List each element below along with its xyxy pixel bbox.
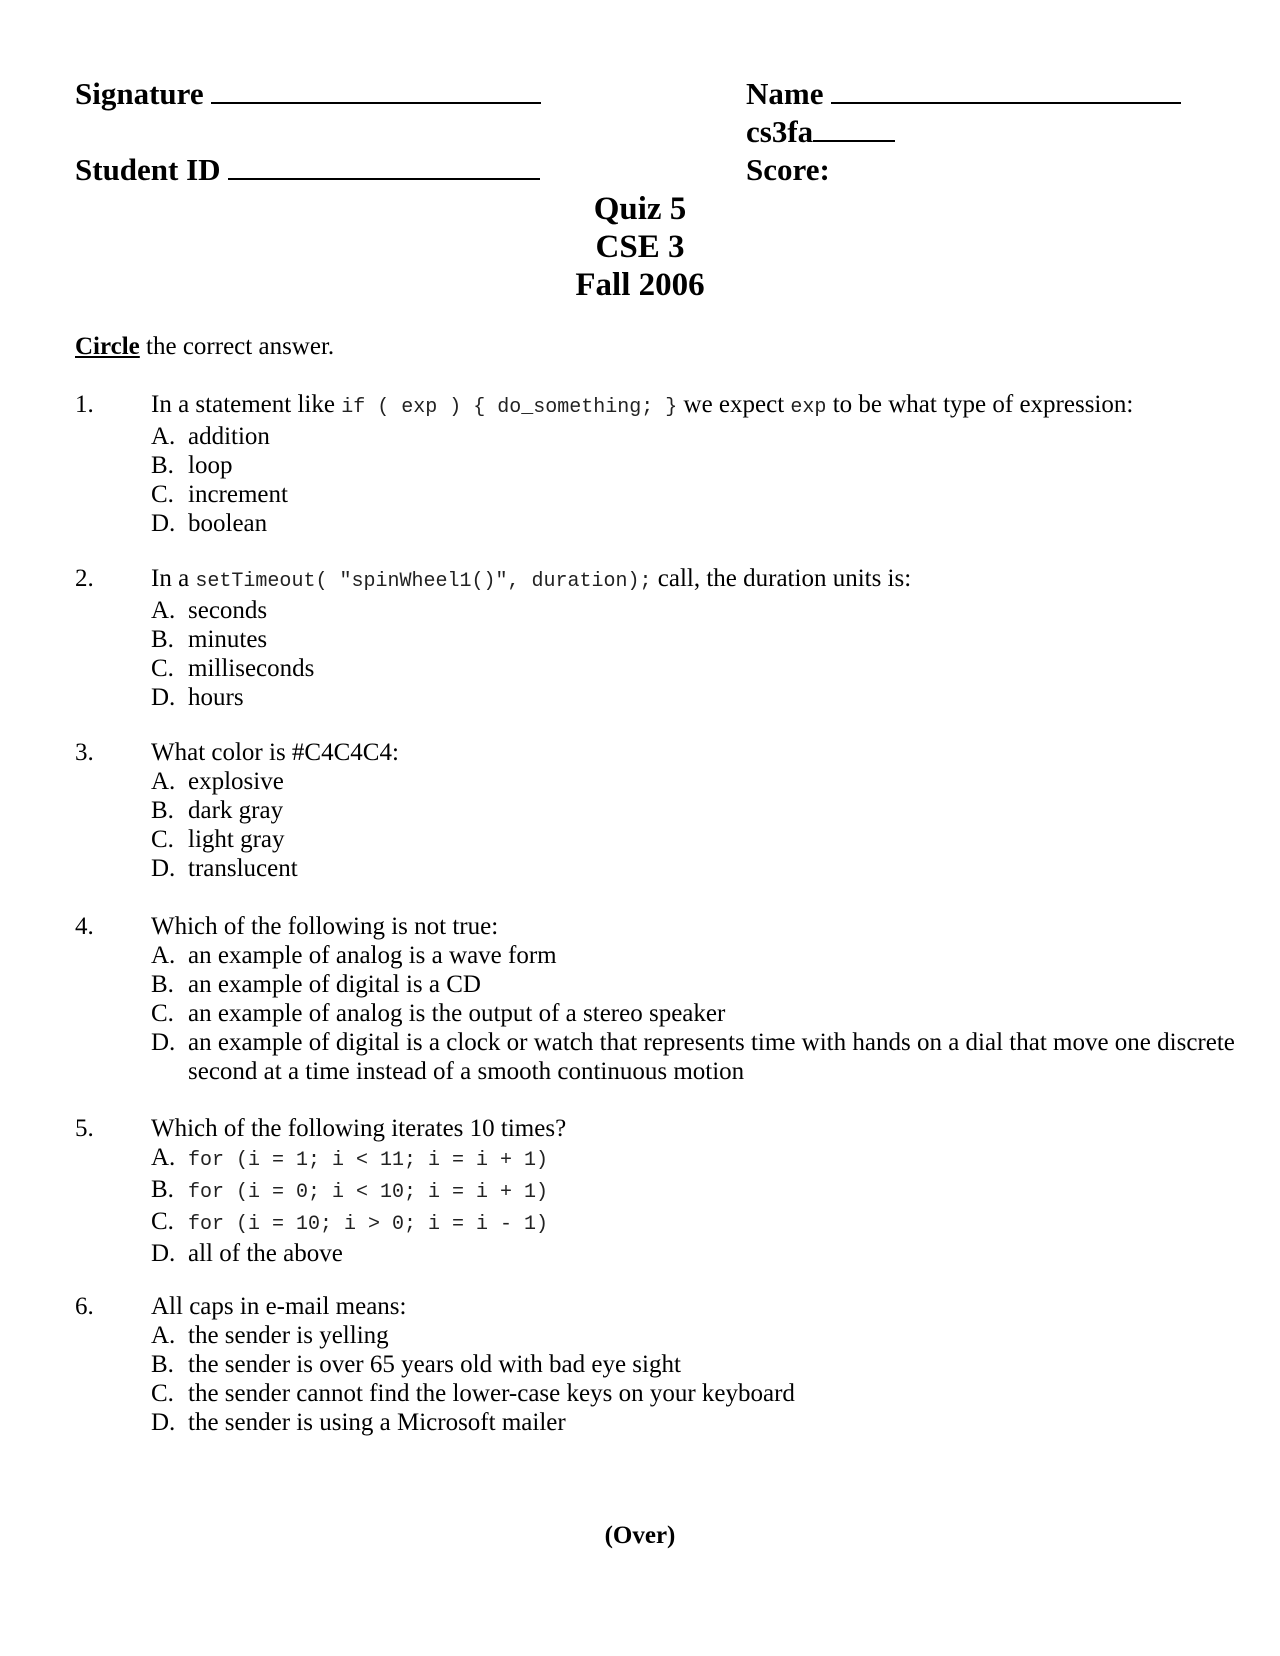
prompt-text: we expect (677, 391, 791, 418)
option-letter: C. (151, 826, 174, 853)
student-id-field (75, 152, 540, 188)
option-b[interactable] (151, 451, 1245, 480)
question-3 (75, 738, 1245, 883)
option-d[interactable] (151, 1028, 1245, 1086)
question-number: 2. (75, 565, 94, 592)
option-text: boolean (188, 510, 268, 537)
question-number: 6. (75, 1293, 94, 1320)
option-letter: C. (151, 655, 174, 682)
option-c[interactable] (151, 1379, 1245, 1408)
prompt-text: call, the duration units is: (651, 565, 912, 592)
question-number: 5. (75, 1115, 94, 1142)
option-text: all of the above (188, 1240, 343, 1267)
option-text: seconds (188, 597, 268, 624)
option-a[interactable] (151, 422, 1245, 451)
question-number: 3. (75, 739, 94, 766)
score-field (746, 152, 830, 188)
score-label: Score: (746, 152, 830, 187)
option-text: milliseconds (188, 655, 315, 682)
prompt-code: if ( exp ) { do_something; } (341, 396, 678, 419)
question-5 (75, 1114, 1245, 1268)
option-letter: D. (151, 1029, 176, 1056)
option-b[interactable] (151, 970, 1245, 999)
question-prompt: What color is #C4C4C4: (151, 739, 399, 766)
option-code: for (i = 10; i > 0; i = i - 1) (188, 1213, 549, 1236)
option-text: the sender is yelling (188, 1322, 389, 1349)
option-text: light gray (188, 826, 285, 853)
name-field (746, 76, 1181, 112)
question-prompt (151, 390, 1245, 422)
option-letter: D. (151, 1409, 176, 1436)
option-letter: C. (151, 1208, 174, 1235)
option-text: hours (188, 684, 244, 711)
option-letter: D. (151, 510, 176, 537)
option-text: an example of analog is a wave form (188, 942, 557, 969)
student-id-label: Student ID (75, 152, 221, 187)
question-number: 4. (75, 913, 94, 940)
option-b[interactable] (151, 625, 1245, 654)
option-c[interactable] (151, 825, 1245, 854)
option-c[interactable] (151, 1207, 1245, 1239)
option-letter: D. (151, 684, 176, 711)
option-letter: A. (151, 597, 176, 624)
option-letter: D. (151, 1240, 176, 1267)
option-letter: B. (151, 1176, 174, 1203)
option-d[interactable] (151, 509, 1245, 538)
option-letter: B. (151, 797, 174, 824)
signature-label: Signature (75, 76, 204, 111)
option-a[interactable] (151, 1143, 1245, 1175)
option-letter: A. (151, 1322, 176, 1349)
option-d[interactable] (151, 854, 1245, 883)
option-text: the sender cannot find the lower-case keys on your keyboard (188, 1380, 795, 1407)
option-letter: B. (151, 971, 174, 998)
prompt-text: to be what type of expression: (826, 391, 1134, 418)
option-letter: D. (151, 855, 176, 882)
prompt-code: exp (790, 396, 827, 419)
account-label: cs3fa (746, 114, 814, 149)
question-prompt: Which of the following iterates 10 times? (151, 1115, 567, 1142)
option-b[interactable] (151, 1350, 1245, 1379)
instructions-text: the correct answer. (139, 333, 335, 360)
option-d[interactable] (151, 1408, 1245, 1437)
option-letter: C. (151, 1380, 174, 1407)
option-text: explosive (188, 768, 284, 795)
option-letter: B. (151, 1351, 174, 1378)
option-text: loop (188, 452, 233, 479)
signature-line[interactable] (211, 76, 541, 104)
option-c[interactable] (151, 999, 1245, 1028)
option-text: translucent (188, 855, 298, 882)
question-2 (75, 564, 1245, 712)
option-code: for (i = 0; i < 10; i = i + 1) (188, 1181, 549, 1204)
student-id-line[interactable] (228, 152, 540, 180)
question-number: 1. (75, 391, 94, 418)
option-letter: A. (151, 1144, 176, 1171)
option-d[interactable] (151, 1239, 1245, 1268)
name-line[interactable] (831, 76, 1181, 104)
instructions-emphasis: Circle (75, 333, 140, 360)
option-text: dark gray (188, 797, 284, 824)
option-c[interactable] (151, 480, 1245, 509)
option-letter: C. (151, 1000, 174, 1027)
quiz-title: Quiz 5 (593, 191, 687, 227)
course-title: CSE 3 (595, 229, 685, 265)
option-c[interactable] (151, 654, 1245, 683)
option-letter: B. (151, 452, 174, 479)
option-letter: B. (151, 626, 174, 653)
option-a[interactable] (151, 1321, 1245, 1350)
option-d[interactable] (151, 683, 1245, 712)
option-a[interactable] (151, 941, 1245, 970)
question-prompt: Which of the following is not true: (151, 913, 499, 940)
option-text: the sender is over 65 years old with bad eye sight (188, 1351, 681, 1378)
signature-field (75, 76, 541, 112)
option-code: for (i = 1; i < 11; i = i + 1) (188, 1149, 549, 1172)
question-6 (75, 1292, 1245, 1437)
option-text: an example of digital is a CD (188, 971, 481, 998)
term-title: Fall 2006 (575, 267, 705, 303)
question-prompt (151, 564, 1245, 596)
option-letter: A. (151, 768, 176, 795)
option-b[interactable] (151, 796, 1245, 825)
option-a[interactable] (151, 767, 1245, 796)
prompt-text: In a statement like (151, 391, 342, 418)
account-line[interactable] (813, 114, 895, 142)
account-field (746, 114, 895, 150)
option-text: increment (188, 481, 288, 508)
option-text: addition (188, 423, 270, 450)
instructions (75, 332, 334, 362)
prompt-text: In a (151, 565, 196, 592)
option-letter: A. (151, 423, 176, 450)
page-footer: (Over) (604, 1522, 676, 1549)
option-text: the sender is using a Microsoft mailer (188, 1409, 566, 1436)
question-4 (75, 912, 1245, 1086)
option-text: minutes (188, 626, 268, 653)
name-label: Name (746, 76, 824, 111)
option-letter: A. (151, 942, 176, 969)
option-letter: C. (151, 481, 174, 508)
option-a[interactable] (151, 596, 1245, 625)
option-text: an example of analog is the output of a stereo speaker (188, 1000, 726, 1027)
prompt-code: setTimeout( "spinWheel1()", duration); (195, 570, 652, 593)
question-prompt: All caps in e-mail means: (151, 1293, 407, 1320)
option-b[interactable] (151, 1175, 1245, 1207)
question-1 (75, 390, 1245, 538)
option-text: an example of digital is a clock or watch that represents time with hands on a dial that move one discrete second at a time instead of a smooth continuous motion (188, 1029, 1235, 1085)
